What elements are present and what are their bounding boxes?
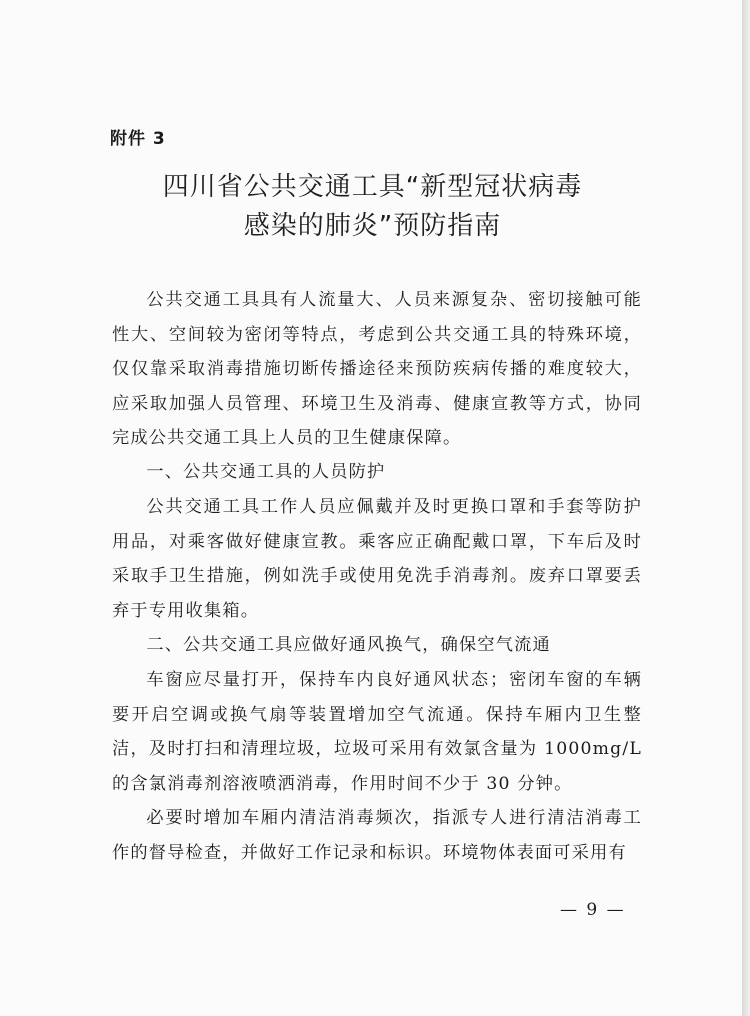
section-1-heading: 一、公共交通工具的人员防护 [146,462,386,482]
document-title-line-2: 感染的肺炎”预防指南 [243,211,502,241]
section-2-paragraph-1: 车窗应尽量打开，保持车内良好通风状态；密闭车窗的车辆要开启空调或换气扇等装置增加空气流通。保持车厢内卫生整洁，及时打扫和清理垃圾，垃圾可采用有效氯含量为 1000mg/L 的含氯消毒剂溶液喷洒消毒，作用时间不少于 30 分钟。 [112,670,642,794]
section-2-paragraph-2: 必要时增加车厢内清洁消毒频次，指派专人进行清洁消毒工作的督导检查，并做好工作记录和标识。环境物体表面可采用有 [112,808,642,863]
intro-paragraph: 公共交通工具具有人流量大、人员来源复杂、密切接触可能性大、空间较为密闭等特点，考虑到公共交通工具的特殊环境，仅仅靠采取消毒措施切断传播途径来预防疾病传播的难度较大，应采取加强人员管理、环境卫生及消毒、健康宣教等方式，协同完成公共交通工具上人员的卫生健康保障。 [112,290,642,449]
section-2-heading: 二、公共交通工具应做好通风换气，确保空气流通 [146,635,551,655]
page-number: — 9 — [560,900,626,920]
page-edge-shadow [742,0,750,1016]
attachment-label: 附件 3 [110,129,166,149]
section-1-paragraph: 公共交通工具工作人员应佩戴并及时更换口罩和手套等防护用品，对乘客做好健康宣教。乘客应正确配戴口罩，下车后及时采取手卫生措施，例如洗手或使用免洗手消毒剂。废弃口罩要丢弃于专用收集箱。 [112,497,642,621]
document-title-line-1: 四川省公共交通工具“新型冠状病毒 [162,172,583,202]
